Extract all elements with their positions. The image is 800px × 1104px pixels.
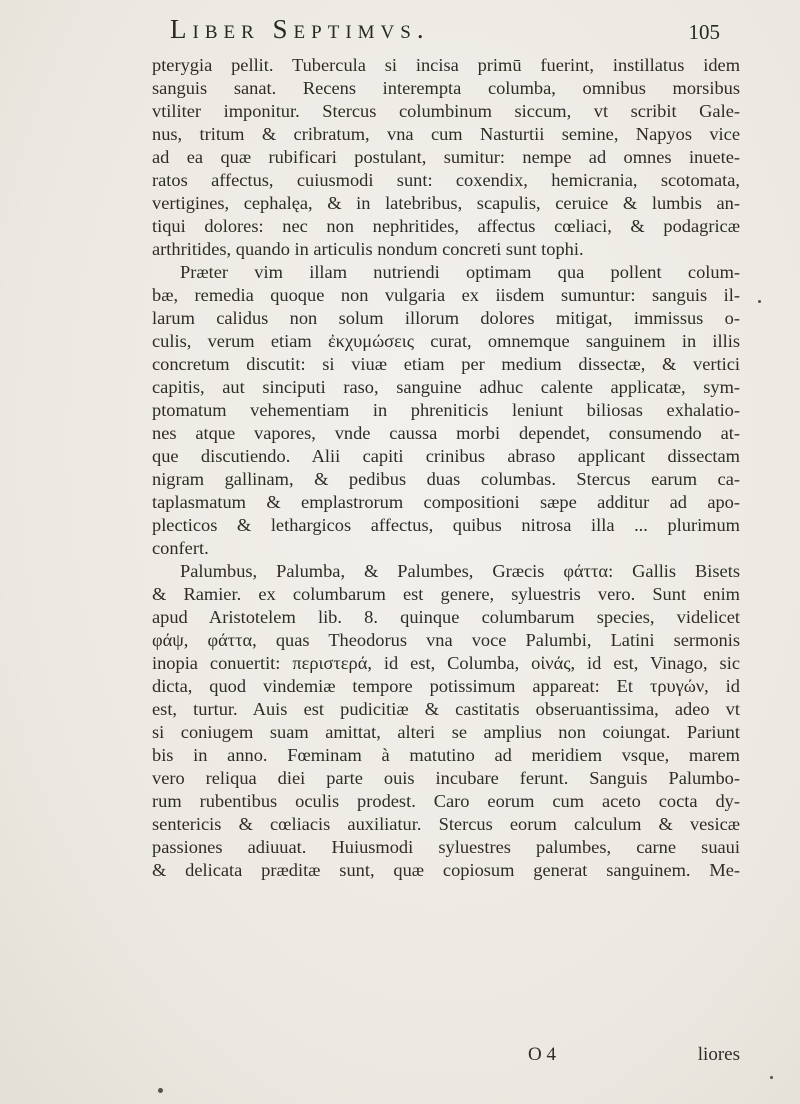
text-line: culis, verum etiam ἐκχυμώσεις curat, omnemque sanguinem in illis — [152, 331, 740, 351]
page-footer — [152, 1044, 740, 1068]
page-number: 105 — [688, 20, 720, 44]
text-line: que discutiendo. Alii capiti crinibus abraso applicant dissectam — [152, 446, 740, 466]
text-line: plecticos & lethargicos affectus, quibus nitrosa illa ... plurimum — [152, 515, 740, 535]
ink-speck — [758, 300, 761, 303]
ink-speck — [770, 1076, 773, 1079]
text-line: apud Aristotelem lib. 8. quinque columbarum species, videlicet — [152, 607, 740, 627]
signature-mark: O 4 — [528, 1044, 556, 1065]
text-line: vero reliqua diei parte ouis incubare ferunt. Sanguis Palumbo- — [152, 768, 740, 788]
catchword: liores — [697, 1044, 740, 1065]
page-header — [140, 14, 720, 54]
text-line: Palumbus, Palumba, & Palumbes, Græcis φάττα: Gallis Bisets — [180, 561, 740, 581]
text-line: capitis, aut sinciputi raso, sanguine adhuc calente applicatæ, sym- — [152, 377, 740, 397]
text-line: & delicata præditæ sunt, quæ copiosum generat sanguinem. Me- — [152, 860, 740, 880]
text-line: si coniugem suam amittat, alteri se amplius non coiungat. Pariunt — [152, 722, 740, 742]
text-line: nigram gallinam, & pedibus duas columbas. Stercus earum ca- — [152, 469, 740, 489]
text-line: tiqui dolores: nec non nephritides, affectus cœliaci, & podagricæ — [152, 216, 740, 236]
text-line: vertigines, cephalęa, & in latebribus, scapulis, ceruice & lumbis an- — [152, 193, 740, 213]
text-line: inopia conuertit: περιστερά, id est, Columba, οἰνάς, id est, Vinago, sic — [152, 653, 740, 673]
text-line: nus, tritum & cribratum, vna cum Nasturtii semine, Napyos vice — [152, 124, 740, 144]
text-line: passiones adiuuat. Huiusmodi syluestres palumbes, carne suaui — [152, 837, 740, 857]
text-line: & Ramier. ex columbarum est genere, syluestris vero. Sunt enim — [152, 584, 740, 604]
text-line: bis in anno. Fœminam à matutino ad meridiem vsque, marem — [152, 745, 740, 765]
text-line: arthritides, quando in articulis nondum concreti sunt tophi. — [152, 239, 584, 259]
text-line: ratos affectus, cuiusmodi sunt: coxendix, hemicrania, scotomata, — [152, 170, 740, 190]
text-line: concretum discutit: si viuæ etiam per medium dissectæ, & vertici — [152, 354, 740, 374]
text-line: taplasmatum & emplastrorum compositioni sæpe additur ad apo- — [152, 492, 740, 512]
body-text — [152, 54, 740, 882]
text-line: sanguis sanat. Recens interempta columba, omnibus morsibus — [152, 78, 740, 98]
text-line: φάψ, φάττα, quas Theodorus vna voce Palumbi, Latini sermonis — [152, 630, 740, 650]
text-line: pterygia pellit. Tubercula si incisa primū fuerint, instillatus idem — [152, 55, 740, 75]
text-line: sentericis & cœliacis auxiliatur. Stercus eorum calculum & vesicæ — [152, 814, 740, 834]
text-line: larum calidus non solum illorum dolores mitigat, immissus o- — [152, 308, 740, 328]
running-head: Liber Septimvs. — [170, 14, 430, 44]
ink-speck — [158, 1088, 163, 1093]
text-line: vtiliter imponitur. Stercus columbinum siccum, vt scribit Gale- — [152, 101, 740, 121]
text-line: bæ, remedia quoque non vulgaria ex iisdem sumuntur: sanguis il- — [152, 285, 740, 305]
text-line: Præter vim illam nutriendi optimam qua pollent colum- — [180, 262, 740, 282]
text-line: ptomatum vehementiam in phreniticis leniunt biliosas exhalatio- — [152, 400, 740, 420]
text-line: ad ea quæ rubificari postulant, sumitur: nempe ad omnes inuete- — [152, 147, 740, 167]
text-line: dicta, quod vindemiæ tempore potissimum appareat: Et τρυγών, id — [152, 676, 740, 696]
text-line: rum rubentibus oculis prodest. Caro eorum cum aceto cocta dy- — [152, 791, 740, 811]
text-line: confert. — [152, 538, 209, 558]
text-line: est, turtur. Auis est pudicitiæ & castitatis obseruantissima, adeo vt — [152, 699, 740, 719]
text-line: nes atque vapores, vnde caussa morbi dependet, consumendo at- — [152, 423, 740, 443]
